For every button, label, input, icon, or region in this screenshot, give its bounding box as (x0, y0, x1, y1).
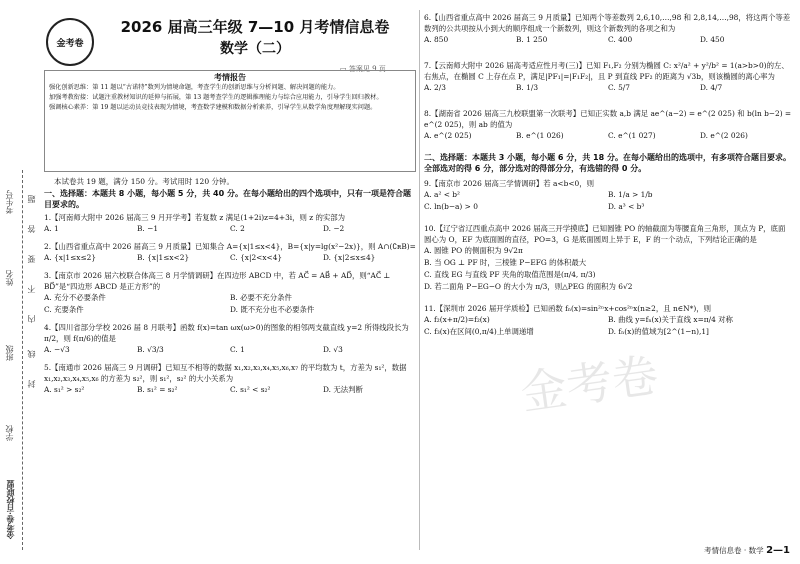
question-7 (424, 60, 792, 94)
option-b: B. 当 OG ⊥ PF 时，三棱锥 P−EFG 的体积最大 (424, 258, 587, 267)
question-10 (424, 223, 792, 293)
report-item-1: 强化创新思维：第 11 题以“古诺特”数列为情境命题，考查学生的创新思维与分析问题、解决问题的能力。 (49, 84, 340, 91)
option-a: A. 2/3 (424, 83, 446, 92)
option-b: B. 1/3 (516, 83, 539, 92)
question-stem: 5.【南通市 2026 届高三 9 月调研】已知互不相等的数据 x₁,x₂,x₃,x₄,x₅,x₆,x₇ 的平均数为 t，方差为 s₁²，数据 x₁,x₂,x₃,x₄,x₅,x₆ 的方差为 s₂²，则 s₁²，s₂² 的大小关系为 (44, 363, 407, 383)
option-d: D. 4/7 (700, 83, 723, 92)
section-2-heading: 二、选择题：本题共 3 小题，每小题 6 分，共 18 分。在每小题给出的选项中，有多项符合题目要求。全部选对的得 6 分，部分选对的得部分分，有选错的得 0 分。 (424, 153, 791, 173)
binding-sidebar (0, 180, 38, 540)
option-d: D. 450 (700, 35, 725, 44)
option-d: D. 既不充分也不必要条件 (230, 305, 315, 314)
option-d: D. e^(2 026) (700, 131, 748, 140)
option-b: B. −1 (137, 224, 159, 233)
option-a: A. 850 (424, 35, 449, 44)
option-c: C. 直线 EG 与直线 PF 夹角的取值范围是(π/4, π/3) (424, 270, 596, 279)
watermark: 金考卷 (517, 347, 662, 421)
question-stem: 11.【深圳市 2026 届开学质检】已知函数 fₙ(x)=sin²ⁿx+cos²ⁿx(n≥2，且 n∈N*)，则 (424, 304, 712, 313)
column-divider (419, 10, 420, 550)
label-brand: 金考卷·百校联盟 (5, 480, 15, 539)
seal-char-2: 答 (27, 225, 36, 233)
question-stem: 10.【辽宁省辽西重点高中 2026 届高三开学摸底】已知圆锥 PO 的轴截面为等腰直角三角形，顶点为 P，底面圆心为 O，EF 为底面圆的直径，PO=3，G 是底面圆周上异于 E，F 的一个动点，下列结论正确的是 (424, 224, 786, 244)
option-b: B. 必要不充分条件 (230, 293, 292, 302)
right-questions (424, 12, 792, 338)
question-stem: 1.【河南师大附中 2026 届高三 9 月开学考】若复数 z 满足(1+2i)z=4+3i，则 z 的实部为 (44, 213, 346, 222)
page-title: 2026 届高三年级 7—10 月考情信息卷 (120, 18, 390, 36)
option-c: C. 400 (608, 35, 633, 44)
report-title: 考情报告 (214, 73, 246, 82)
option-a: A. {x|1≤x≤2} (44, 253, 97, 262)
footer-label: 考情信息卷 · 数学 (704, 546, 764, 555)
option-c: C. 充要条件 (44, 305, 84, 314)
label-candidate-no: 考生号 (5, 190, 14, 214)
question-stem: 6.【山西省重点高中 2026 届高三 9 月质量】已知两个等差数列 2,6,10,…,98 和 2,8,14,…,98，将这两个等差数列的公共项按从小到大的顺序组成一个新数列，则这个新数列的各项之和为 (424, 13, 791, 33)
option-c: C. 5/7 (608, 83, 630, 92)
option-d: D. √3 (323, 345, 343, 354)
option-b: B. 1/a > 1/b (608, 190, 653, 199)
question-stem: 7.【云南师大附中 2026 届高考适应性月考(三)】已知 F₁,F₂ 分别为椭圆 C: x²/a² + y²/b² = 1(a>b>0)的左、右焦点，在椭圆 C 上存在点 P，满足|PF₁|=|F₁F₂|，且 P 到直线 PF₂ 的距离为 √3b，则该椭圆的离心率为 (424, 61, 789, 81)
option-b: B. s₁² = s₂² (137, 385, 178, 394)
option-b: B. {x|1≤x<2} (137, 253, 190, 262)
page-subtitle: 数学（二） (220, 41, 290, 57)
option-c: C. e^(1 027) (608, 131, 656, 140)
label-class: 班级 (5, 345, 14, 361)
option-a: A. e^(2 025) (424, 131, 472, 140)
question-8 (424, 108, 792, 142)
option-d: D. {x|2≤x≤4} (323, 253, 376, 262)
question-2 (44, 241, 416, 264)
option-d: D. a³ < b³ (608, 202, 645, 211)
logo-text: 金考卷 (56, 38, 84, 49)
option-b: B. 1 250 (516, 35, 548, 44)
option-b: B. 曲线 y=fₙ(x)关于直线 x=π/4 对称 (608, 315, 733, 324)
label-school: 学校 (5, 425, 14, 441)
left-questions (44, 188, 416, 396)
option-a: A. a² < b² (424, 190, 460, 199)
option-b: B. √3/3 (137, 345, 164, 354)
question-3 (44, 270, 416, 316)
question-stem: 8.【湖南省 2026 届高三九校联盟第一次联考】已知正实数 a,b 满足 ae^(a−2) = e^(2 025) 和 b(ln b−2) = e^(2 025)，则 ab 的值为 (424, 109, 792, 129)
exam-report (44, 70, 416, 172)
seal-char-3: 要 (27, 255, 36, 263)
seal-char-7: 封 (27, 380, 36, 388)
option-a: A. s₁² > s₂² (44, 385, 85, 394)
option-a: A. −√3 (44, 345, 70, 354)
option-d: D. 无法判断 (323, 385, 363, 394)
option-a: A. 充分不必要条件 (44, 293, 106, 302)
question-5 (44, 362, 416, 396)
option-b: B. e^(1 026) (516, 131, 564, 140)
seal-char-4: 不 (27, 285, 36, 293)
page-footer (704, 545, 790, 556)
label-name: 姓名 (5, 270, 14, 286)
option-c: C. s₁² < s₂² (230, 385, 271, 394)
option-d: D. −2 (323, 224, 345, 233)
option-c: C. ln(b−a) > 0 (424, 202, 478, 211)
brand-logo (46, 18, 94, 66)
seal-char-6: 线 (27, 350, 36, 358)
question-stem: 4.【四川省部分学校 2026 届 8 月联考】函数 f(x)=tan ωx(ω>0)的图象的相邻两支截直线 y=2 所得线段长为 π/2，则 f(π/6)的值是 (44, 323, 409, 343)
answer-page-ref: ▭ 答案见 9 页 (340, 65, 386, 73)
option-a: A. 1 (44, 224, 59, 233)
seal-char-5: 内 (27, 315, 36, 323)
option-c: C. f₃(x)在区间(0,π/4)上单调递增 (424, 327, 534, 336)
exam-note: 本试卷共 19 题，满分 150 分。考试用时 120 分钟。 (54, 177, 234, 186)
question-stem: 3.【南京市 2026 届六校联合体高三 8 月学情调研】在四边形 ABCD 中，若 AC⃗ = AB⃗ + AD⃗，则“AC⃗ ⊥ BD⃗”是“四边形 ABCD 是正方形”的 (44, 271, 391, 291)
option-c: C. {x|2<x<4} (230, 253, 283, 262)
question-stem: 9.【南京市 2026 届高三学情调研】若 a<b<0，则 (424, 179, 594, 188)
report-item-2: 加强考教衔接：试题注重教材知识的延伸与拓展，第 13 题考查学生的逻辑推理能力与综合应用能力，引导学生回归教材。 (49, 94, 383, 101)
page-number: 2—1 (766, 545, 790, 556)
seal-char-1: 题 (27, 195, 36, 203)
option-d: D. fₙ(x)的值域为[2^(1−n),1] (608, 327, 709, 336)
report-item-3: 强调核心素养：第 19 题以运动员竞技表现为情境，考查数学建模和数据分析素养，引导学生从数学角度理解现实问题。 (49, 104, 377, 111)
question-11 (424, 303, 792, 338)
option-a: A. 圆锥 PO 的侧面积为 9√2π (424, 246, 523, 255)
question-stem: 2.【山西省重点高中 2026 届高三 9 月质量】已知集合 A={x|1≤x<4}，B={x|y=lg(x²−2x)}，则 A∩(∁ʀB)= (44, 242, 416, 251)
option-c: C. 1 (230, 345, 245, 354)
section-1-heading: 一、选择题：本题共 8 小题，每小题 5 分，共 40 分。在每小题给出的四个选项中，只有一项是符合题目要求的。 (44, 189, 411, 209)
option-a: A. f₂(x+π/2)=f₂(x) (424, 315, 490, 324)
question-1 (44, 212, 416, 235)
option-c: C. 2 (230, 224, 245, 233)
question-9 (424, 178, 792, 213)
question-4 (44, 322, 416, 356)
question-6 (424, 12, 792, 46)
option-d: D. 若二面角 P−EG−O 的大小为 π/3，则△PEG 的面积为 6√2 (424, 282, 633, 291)
